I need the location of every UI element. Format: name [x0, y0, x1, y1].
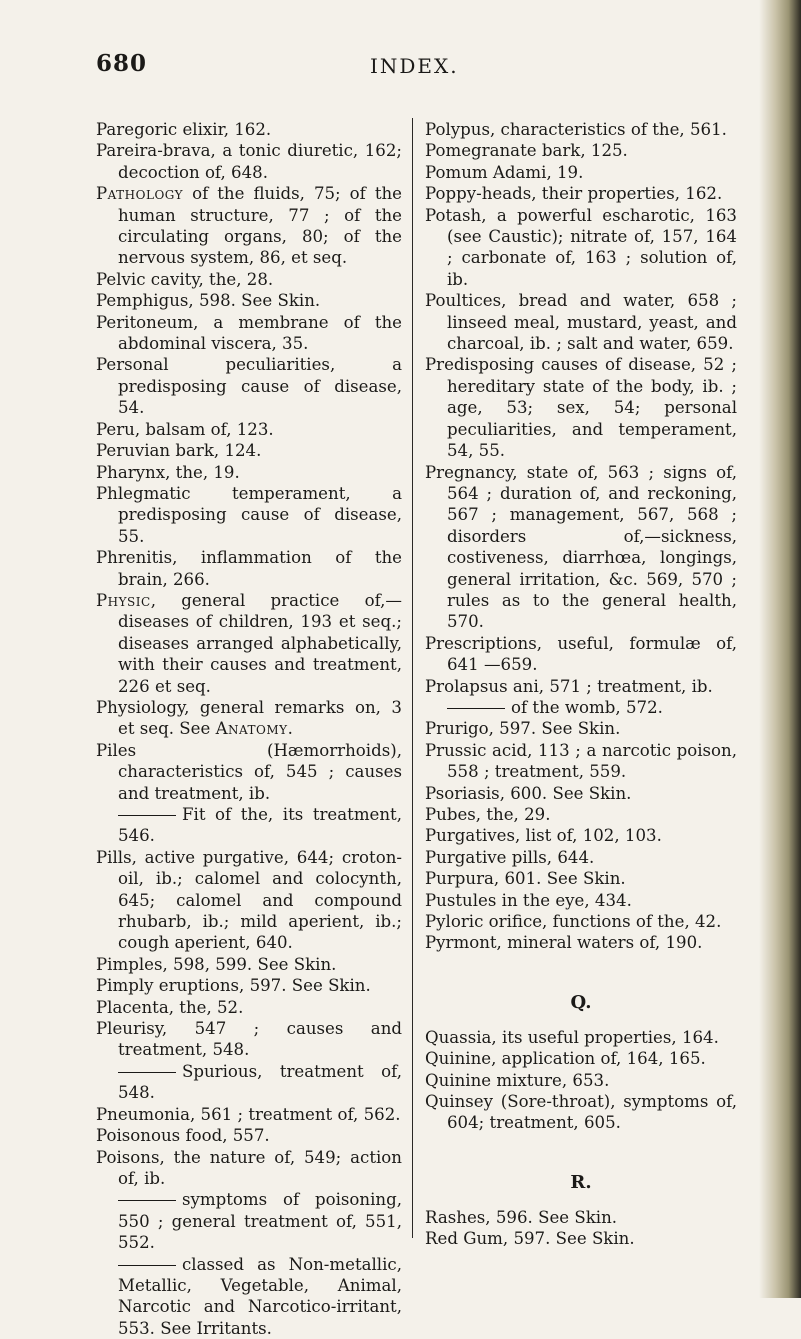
- index-entry: [96, 1147, 402, 1190]
- repeat-dash: [447, 708, 505, 709]
- index-entry: [96, 1061, 402, 1104]
- index-entry: [96, 1189, 402, 1253]
- index-entry: [425, 697, 737, 718]
- index-entry: [96, 740, 402, 804]
- entry-text: classed as Non-metallic, Metallic, Vegetable, Animal, Narcotic and Narcotico-irritant, 553. See Irritants.: [118, 1254, 402, 1338]
- index-entry: [96, 954, 402, 975]
- index-entry: [425, 847, 737, 868]
- entry-text: Physiology, general remarks on, 3 et seq. See: [96, 697, 402, 739]
- index-entry: [425, 911, 737, 932]
- index-entry: [96, 354, 402, 418]
- section-letter-q: Q.: [570, 991, 592, 1013]
- entry-text: Quinine, application of, 164, 165.: [425, 1049, 706, 1069]
- entry-text: Rashes, 596. See Skin.: [425, 1207, 618, 1227]
- entry-text: Piles (Hæmorrhoids), characteristics of, 545 ; causes and treatment, ib.: [96, 740, 402, 803]
- page-edge: [759, 0, 801, 1298]
- running-head: INDEX.: [370, 54, 459, 78]
- index-entry: [425, 633, 737, 676]
- index-entry: [96, 462, 402, 483]
- page-header: [0, 50, 801, 90]
- entry-text: Potash, a powerful escharotic, 163 (see Caustic); nitrate of, 157, 164 ; carbonate of, 163 ; solution of, ib.: [425, 205, 737, 289]
- index-entry: [425, 205, 737, 291]
- entry-text: Spurious, treatment of, 548.: [118, 1061, 402, 1103]
- index-entry: [96, 1018, 402, 1061]
- page-number: 680: [96, 50, 148, 77]
- index-entry: [425, 804, 737, 825]
- entry-heading: Physic: [96, 590, 151, 610]
- entry-text: Placenta, the, 52.: [96, 997, 244, 1017]
- entry-text: Prurigo, 597. See Skin.: [425, 719, 621, 739]
- repeat-dash: [118, 815, 176, 816]
- index-entry: [425, 718, 737, 739]
- entry-text: Pelvic cavity, the, 28.: [96, 269, 274, 289]
- entry-text: Paregoric elixir, 162.: [96, 120, 272, 139]
- index-entry: [425, 825, 737, 846]
- index-entry: [96, 1254, 402, 1339]
- entry-text: Pustules in the eye, 434.: [425, 890, 632, 910]
- entry-text: Purgatives, list of, 102, 103.: [425, 826, 662, 846]
- index-entry: [96, 312, 402, 355]
- entry-text: Pyloric orifice, functions of the, 42.: [425, 912, 722, 932]
- index-column-left: [96, 119, 402, 1339]
- entry-text: Pleurisy, 547 ; causes and treatment, 548.: [96, 1019, 402, 1060]
- index-entry: [96, 1125, 402, 1146]
- entry-text: Peruvian bark, 124.: [96, 441, 262, 461]
- entry-text: Pharynx, the, 19.: [96, 462, 240, 482]
- entry-text: Pomegranate bark, 125.: [425, 141, 628, 161]
- entry-text: Pimply eruptions, 597. See Skin.: [96, 976, 371, 996]
- entry-text: Pills, active purgative, 644; croton-oil, ib.; calomel and colocynth, 645; calomel and compound rhubarb, ib.; mild aperient, ib.; cough aperient, 640.: [96, 847, 402, 953]
- cross-reference: Anatomy: [215, 719, 288, 739]
- entry-text: symptoms of poisoning, 550 ; general treatment of, 551, 552.: [118, 1190, 402, 1253]
- index-entry: [425, 119, 737, 140]
- entry-text: Polypus, characteristics of the, 561.: [425, 120, 727, 139]
- column-divider: [412, 118, 413, 1238]
- entry-text: Pimples, 598, 599. See Skin.: [96, 954, 337, 974]
- entry-text: Peritoneum, a membrane of the abdominal viscera, 35.: [96, 312, 402, 354]
- index-entry: [425, 676, 737, 697]
- entry-text: Pubes, the, 29.: [425, 805, 551, 824]
- entry-text: Pregnancy, state of, 563 ; signs of, 564 ; duration of, and reckoning, 567 ; management, 567, 568 ; disorders of,—sickness, costiveness, diarrhœa, longings, general irritation, &c. 569, 570 ; rules as to the general health, 570.: [425, 462, 737, 632]
- entry-text: Red Gum, 597. See Skin.: [425, 1229, 635, 1249]
- section-q-entries: [425, 1027, 737, 1134]
- index-entry: [96, 997, 402, 1018]
- entry-text: Quinine mixture, 653.: [425, 1070, 610, 1090]
- entry-text: Predisposing causes of disease, 52 ; hereditary state of the body, ib. ; age, 53; sex, 54; personal peculiarities, and temperament, 54, 55.: [425, 355, 737, 461]
- index-entry: [425, 1070, 737, 1091]
- index-entry: [96, 847, 402, 954]
- index-entry: [96, 483, 402, 547]
- repeat-dash: [118, 1200, 176, 1201]
- section-r-entries: [425, 1207, 737, 1250]
- index-entry: [96, 590, 402, 697]
- entry-text: of the womb, 572.: [511, 697, 663, 717]
- index-entry: [425, 1091, 737, 1134]
- index-entry: [96, 269, 402, 290]
- entry-text: Poisons, the nature of, 549; action of, ib.: [96, 1147, 402, 1188]
- index-entry: [425, 462, 737, 633]
- section-letter-r: R.: [570, 1171, 592, 1193]
- entry-text: Poultices, bread and water, 658 ; linseed meal, mustard, yeast, and charcoal, ib. ; salt and water, 659.: [425, 291, 737, 354]
- index-entry: [425, 890, 737, 911]
- entry-text: Pyrmont, mineral waters of, 190.: [425, 933, 703, 953]
- index-entry: [96, 697, 402, 740]
- index-entry: [425, 1048, 737, 1069]
- index-entry: [96, 440, 402, 461]
- index-column-right: [425, 119, 737, 1250]
- index-entry: [96, 290, 402, 311]
- entry-text: Purgative pills, 644.: [425, 847, 595, 867]
- entry-text: Psoriasis, 600. See Skin.: [425, 783, 632, 803]
- entry-text: , general practice of,—diseases of children, 193 et seq.; diseases arranged alphabetically, with their causes and treatment, 226 et seq.: [118, 590, 402, 696]
- entry-text: Pomum Adami, 19.: [425, 162, 584, 182]
- entry-text: of the fluids, 75; of the human structure, 77 ; of the circulating organs, 80; of the nervous system, 86, et seq.: [118, 184, 402, 268]
- index-entry: [96, 804, 402, 847]
- right-entries: [425, 119, 737, 954]
- index-entry: [425, 162, 737, 183]
- entry-text: Quassia, its useful properties, 164.: [425, 1027, 719, 1047]
- entry-text: Phlegmatic temperament, a predisposing cause of disease, 55.: [96, 483, 402, 546]
- index-entry: [96, 975, 402, 996]
- entry-text: Pareira-brava, a tonic diuretic, 162; decoction of, 648.: [96, 141, 402, 182]
- index-entry: [425, 290, 737, 354]
- entry-text: Peru, balsam of, 123.: [96, 419, 274, 439]
- entry-text: Fit of the, its treatment, 546.: [118, 805, 402, 846]
- index-entry: [425, 740, 737, 783]
- index-entry: [425, 932, 737, 953]
- index-entry: [96, 547, 402, 590]
- index-entry: [425, 1027, 737, 1048]
- index-entry: [425, 868, 737, 889]
- entry-text: Quinsey (Sore-throat), symptoms of, 604; treatment, 605.: [425, 1092, 737, 1133]
- index-entry: [96, 419, 402, 440]
- entry-text: Pemphigus, 598. See Skin.: [96, 291, 321, 311]
- repeat-dash: [118, 1072, 176, 1073]
- entry-text: Personal peculiarities, a predisposing cause of disease, 54.: [96, 355, 402, 418]
- index-entry: [425, 783, 737, 804]
- entry-text: Prolapsus ani, 571 ; treatment, ib.: [425, 676, 713, 696]
- index-entry: [96, 140, 402, 183]
- entry-tail: .: [287, 719, 293, 739]
- index-entry: [425, 183, 737, 204]
- entry-text: Poisonous food, 557.: [96, 1126, 270, 1146]
- index-entry: [425, 1228, 737, 1249]
- entry-text: Phrenitis, inflammation of the brain, 266.: [96, 548, 402, 589]
- entry-text: Prescriptions, useful, formulæ of, 641 —659.: [425, 633, 737, 675]
- entry-text: Poppy-heads, their properties, 162.: [425, 184, 723, 204]
- entry-text: Prussic acid, 113 ; a narcotic poison, 558 ; treatment, 559.: [425, 740, 737, 782]
- repeat-dash: [118, 1265, 176, 1266]
- index-entry: [425, 1207, 737, 1228]
- entry-text: Pneumonia, 561 ; treatment of, 562.: [96, 1104, 401, 1124]
- index-entry: [96, 119, 402, 140]
- entry-heading: Pathology: [96, 184, 184, 204]
- index-entry: [425, 140, 737, 161]
- index-entry: [96, 183, 402, 269]
- entry-text: Purpura, 601. See Skin.: [425, 869, 626, 889]
- index-entry: [425, 354, 737, 461]
- index-entry: [96, 1104, 402, 1125]
